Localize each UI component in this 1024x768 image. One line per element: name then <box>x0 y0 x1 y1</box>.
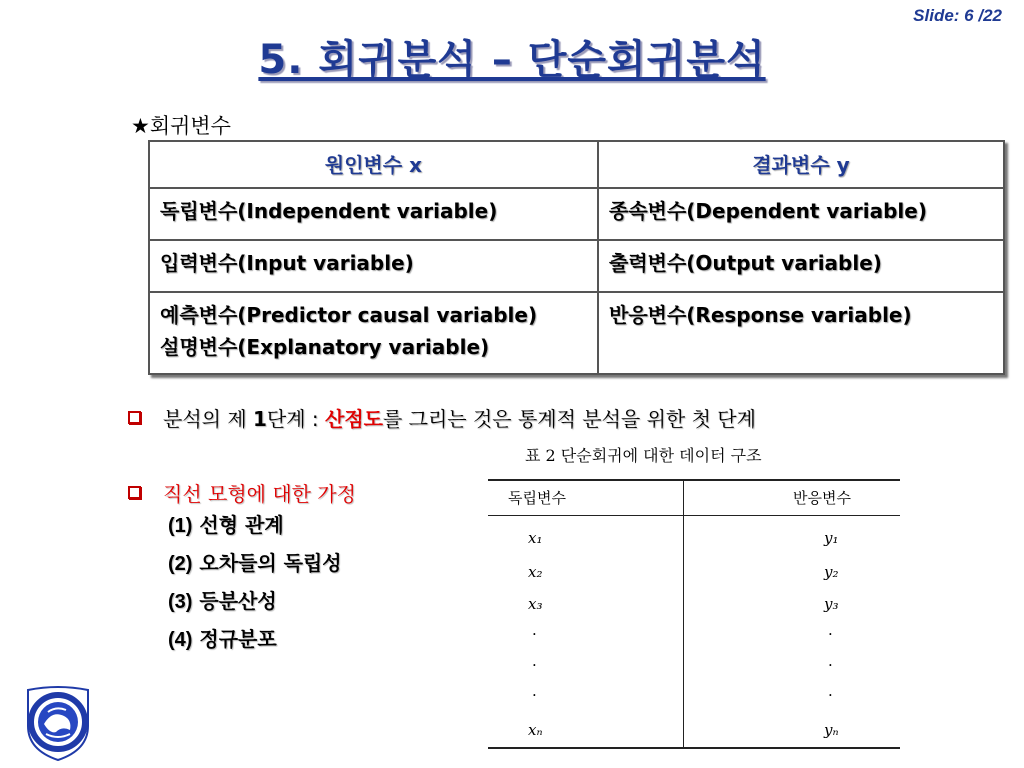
table-cell: 출력변수(Output variable) <box>598 240 1004 292</box>
x-value: x₂ <box>528 563 543 581</box>
list-item: (4) 정규분포 <box>168 627 277 651</box>
y-value: · <box>828 625 833 643</box>
figure-caption: 표 2 단순회귀에 대한 데이터 구조 <box>525 446 762 465</box>
x-value: · <box>532 625 537 643</box>
table-cell: 입력변수(Input variable) <box>149 240 598 292</box>
y-value: yₙ <box>824 721 839 739</box>
x-value: xₙ <box>528 721 543 739</box>
bullet-scatter <box>128 403 756 432</box>
list-item: (1) 선형 관계 <box>168 513 284 537</box>
cell-line: 설명변수(Explanatory variable) <box>160 335 490 359</box>
data-structure-figure <box>488 479 900 749</box>
table-cell: 종속변수(Dependent variable) <box>598 188 1004 240</box>
table-cell: 독립변수(Independent variable) <box>149 188 598 240</box>
figure-col-right: 반응변수 <box>793 489 851 507</box>
section-subheading: ★회귀변수 <box>131 114 231 138</box>
square-bullet-icon <box>128 411 141 424</box>
divider <box>488 515 900 516</box>
slide-title: 5. 회귀분석 – 단순회귀분석 <box>258 37 766 83</box>
y-value: y₂ <box>824 563 839 581</box>
x-value: x₃ <box>528 595 543 613</box>
divider <box>488 747 900 749</box>
bullet-text: 분석의 제 1단계 : 산점도를 그리는 것은 통계적 분석을 위한 첫 단계 <box>163 407 756 431</box>
bullet-assumptions <box>128 478 356 659</box>
table-cell: 반응변수(Response variable) <box>598 292 1004 374</box>
list-item: (3) 등분산성 <box>168 589 277 613</box>
bullet-label: 직선 모형에 대한 가정 <box>163 482 356 506</box>
table-row <box>149 292 1004 374</box>
table-cell <box>149 292 598 374</box>
x-value: · <box>532 686 537 704</box>
highlight-term: 산점도 <box>325 407 383 431</box>
divider <box>683 479 684 749</box>
y-value: y₃ <box>824 595 839 613</box>
table-row <box>149 240 1004 292</box>
university-logo-icon <box>22 682 94 762</box>
variable-table <box>148 140 1005 375</box>
header-effect: 결과변수 y <box>598 141 1004 188</box>
slide-number: Slide: 6 /22 <box>913 6 1002 25</box>
cell-line: 예측변수(Predictor causal variable) <box>160 303 538 327</box>
figure-col-left: 독립변수 <box>508 489 566 507</box>
list-item: (2) 오차들의 독립성 <box>168 551 342 575</box>
x-value: x₁ <box>528 529 543 547</box>
y-value: · <box>828 686 833 704</box>
header-cause: 원인변수 x <box>149 141 598 188</box>
divider <box>488 479 900 481</box>
square-bullet-icon <box>128 486 141 499</box>
y-value: y₁ <box>824 529 839 547</box>
assumption-list <box>168 507 356 659</box>
table-header-row <box>149 141 1004 188</box>
x-value: · <box>532 656 537 674</box>
table-row <box>149 188 1004 240</box>
y-value: · <box>828 656 833 674</box>
